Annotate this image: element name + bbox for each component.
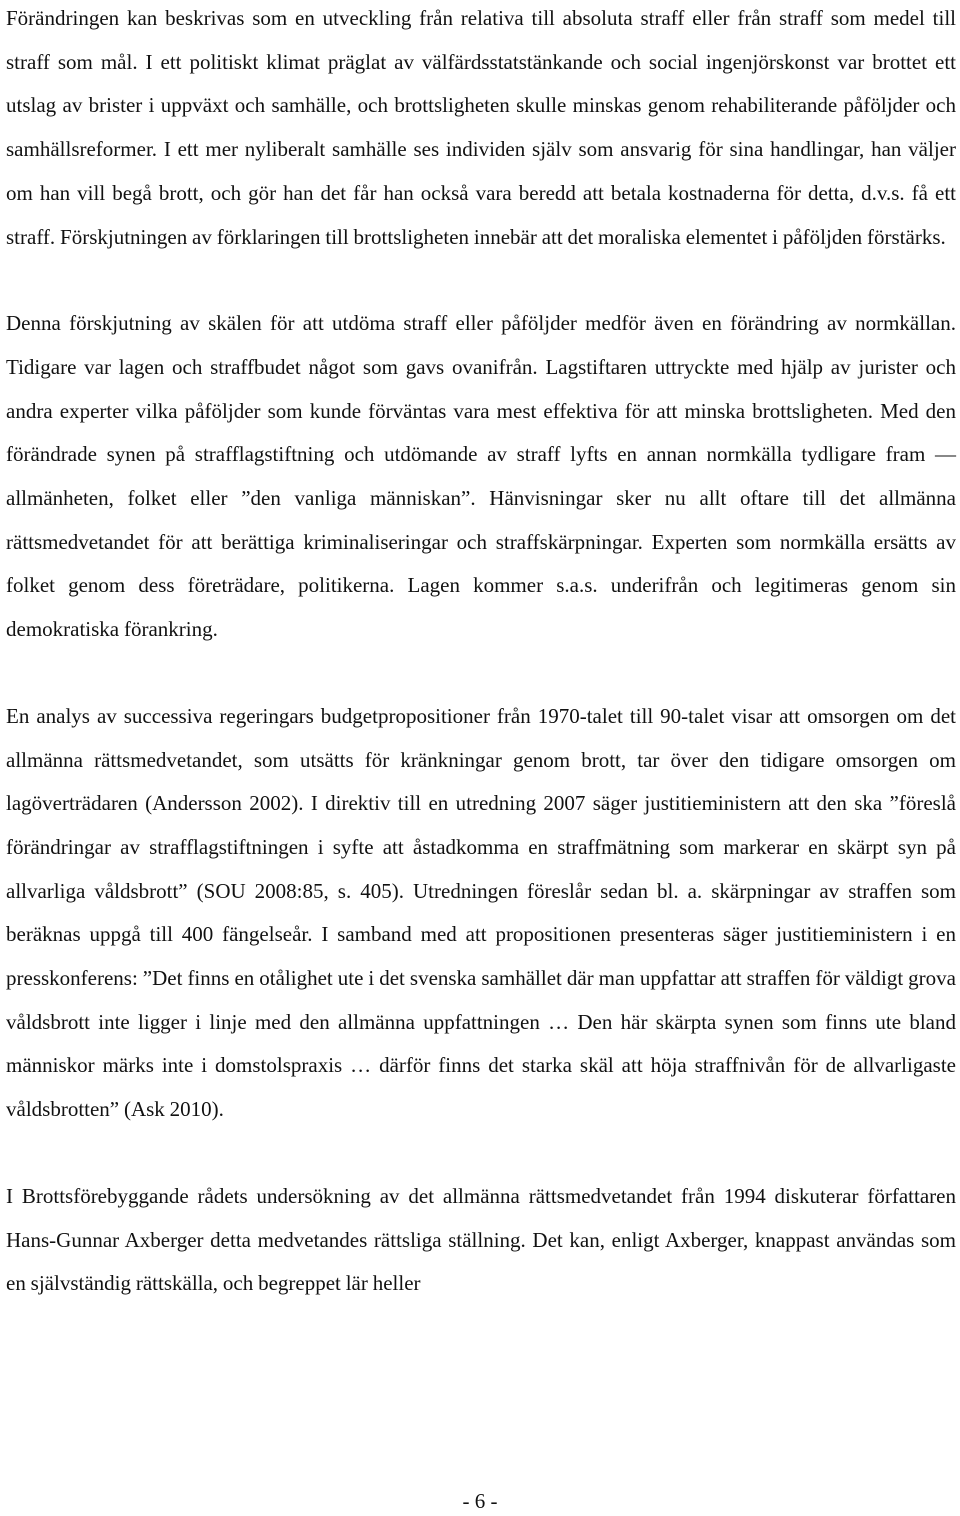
paragraph: I Brottsförebyggande rådets undersökning av det allmänna rättsmedvetandet från 1994 diskuterar författaren Hans-Gunnar Axberger detta medvetandes rättsliga ställning. Det kan, enligt Axberger, knappast användas som en självständig rättskälla, och begreppet lär heller	[6, 1183, 956, 1296]
paragraph: Förändringen kan beskrivas som en utveckling från relativa till absoluta straff eller från straff som medel till straff som mål. I ett politiskt klimat präglat av välfärdsstatstänkande och social ingenjörskonst var brottet ett utslag av brister i uppväxt och samhälle, och brottsligheten skulle minskas genom rehabiliterande påföljder och samhällsreformer. I ett mer nyliberalt samhälle ses individen själv som ansvarig för sina handlingar, han väljer om han vill begå brott, och gör han det får han också vara beredd att betala kostnaderna för detta, d.v.s. få ett straff. Förskjutningen av förklaringen till brottsligheten innebär att det moraliska elementet i påföljden förstärks.	[6, 6, 956, 249]
paragraph: En analys av successiva regeringars budgetpropositioner från 1970-talet till 90-talet visar att omsorgen om det allmänna rättsmedvetandet, som utsätts för kränkningar genom brott, tar över den tidigare omsorgen om lagöverträdaren (Andersson 2002). I direktiv till en utredning 2007 säger justitieministern att den ska ”föreslå förändringar av strafflagstiftningen i syfte att åstadkomma en straffmätning som markerar en skärpt syn på allvarliga våldsbrott” (SOU 2008:85, s. 405). Utredningen föreslår sedan bl. a. skärpningar av straffen som beräknas uppgå till 400 fängelseår. I samband med att propositionen presenteras säger justitieministern i en presskonferens: ”Det finns en otålighet ute i det svenska samhället där man uppfattar att straffen för väldigt grova våldsbrott inte ligger i linje med den allmänna uppfattningen … Den här skärpta synen som finns ute bland människor märks inte i domstolspraxis … därför finns det starka skäl att höja straffnivån för de allvarligaste våldsbrotten” (Ask 2010).	[6, 703, 956, 1122]
paragraph: Denna förskjutning av skälen för att utdöma straff eller påföljder medför även en förändring av normkällan. Tidigare var lagen och straffbudet något som gavs ovanifrån. Lagstiftaren uttryckte med hjälp av jurister och andra experter vilka påföljder som kunde förväntas vara mest effektiva för att minska brottsligheten. Med den förändrade synen på strafflagstiftning och utdömande av straff lyfts en annan normkälla tydligare fram — allmänheten, folket eller ”den vanliga människan”. Hänvisningar sker nu allt oftare till det allmänna rättsmedvetandet för att berättiga kriminaliseringar och straffskärpningar. Experten som normkälla ersätts av folket genom dess företrädare, politikerna. Lagen kommer s.a.s. underifrån och legitimeras genom sin demokratiska förankring.	[6, 311, 956, 642]
page-number: - 6 -	[462, 1489, 498, 1513]
